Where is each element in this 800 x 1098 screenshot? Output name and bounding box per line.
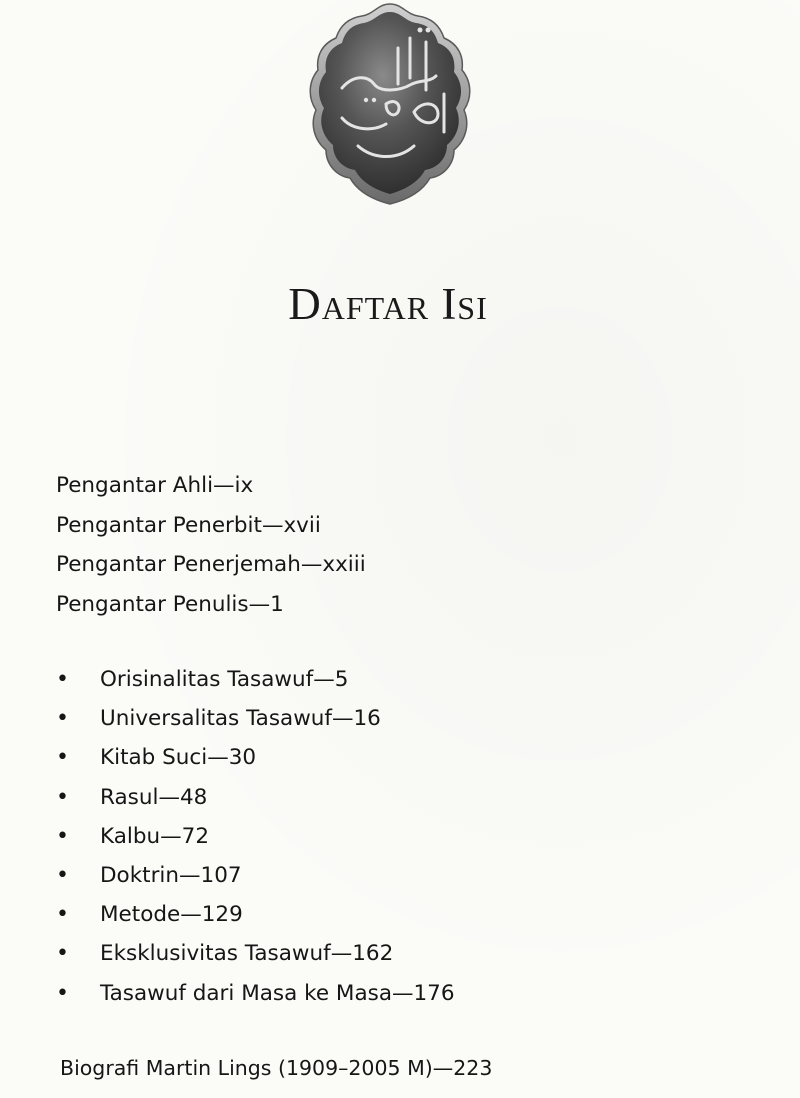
bullet-icon: • [56, 667, 69, 692]
chapter-label: Kalbu—72 [100, 823, 210, 849]
calligraphy-seal-icon [302, 0, 478, 218]
chapter-entry [56, 699, 455, 738]
intro-entries-list [56, 466, 366, 624]
chapter-entry [56, 856, 455, 895]
chapter-label: Orisinalitas Tasawuf—5 [100, 667, 349, 692]
chapter-entry [56, 895, 455, 934]
toc-entry-pengantar-penerbit: Pengantar Penerbit—xvii [56, 512, 321, 538]
bullet-icon: • [56, 980, 69, 1006]
chapter-entry [56, 934, 455, 973]
chapter-label: Eksklusivitas Tasawuf—162 [100, 941, 394, 967]
bullet-icon: • [56, 862, 69, 888]
toc-entry-pengantar-penerjemah: Pengantar Penerjemah—xxiii [56, 552, 366, 577]
toc-entry-pengantar-ahli: Pengantar Ahli—ix [56, 473, 254, 498]
chapter-entry [56, 660, 455, 699]
page-title: Daftar Isi [288, 279, 488, 330]
bullet-icon: • [56, 706, 69, 732]
chapter-label: Tasawuf dari Masa ke Masa—176 [100, 980, 455, 1006]
bullet-icon: • [56, 941, 69, 967]
chapter-entry [56, 817, 455, 856]
chapter-label: Rasul—48 [100, 784, 208, 810]
bullet-icon: • [56, 784, 69, 810]
toc-entry-pengantar-penulis: Pengantar Penulis—1 [56, 591, 284, 617]
bullet-icon: • [56, 823, 69, 849]
chapter-label: Universalitas Tasawuf—16 [100, 706, 381, 732]
chapter-entry [56, 738, 455, 777]
chapter-label: Metode—129 [100, 902, 243, 928]
chapter-entry [56, 974, 455, 1013]
chapter-entries-list [56, 660, 455, 1013]
chapter-label: Kitab Suci—30 [100, 745, 257, 771]
bullet-icon: • [56, 745, 69, 771]
chapter-label: Doktrin—107 [100, 862, 242, 888]
chapter-entry [56, 778, 455, 817]
toc-entry-biografi: Biografi Martin Lings (1909–2005 M)—223 [60, 1056, 493, 1080]
bullet-icon: • [56, 902, 69, 928]
